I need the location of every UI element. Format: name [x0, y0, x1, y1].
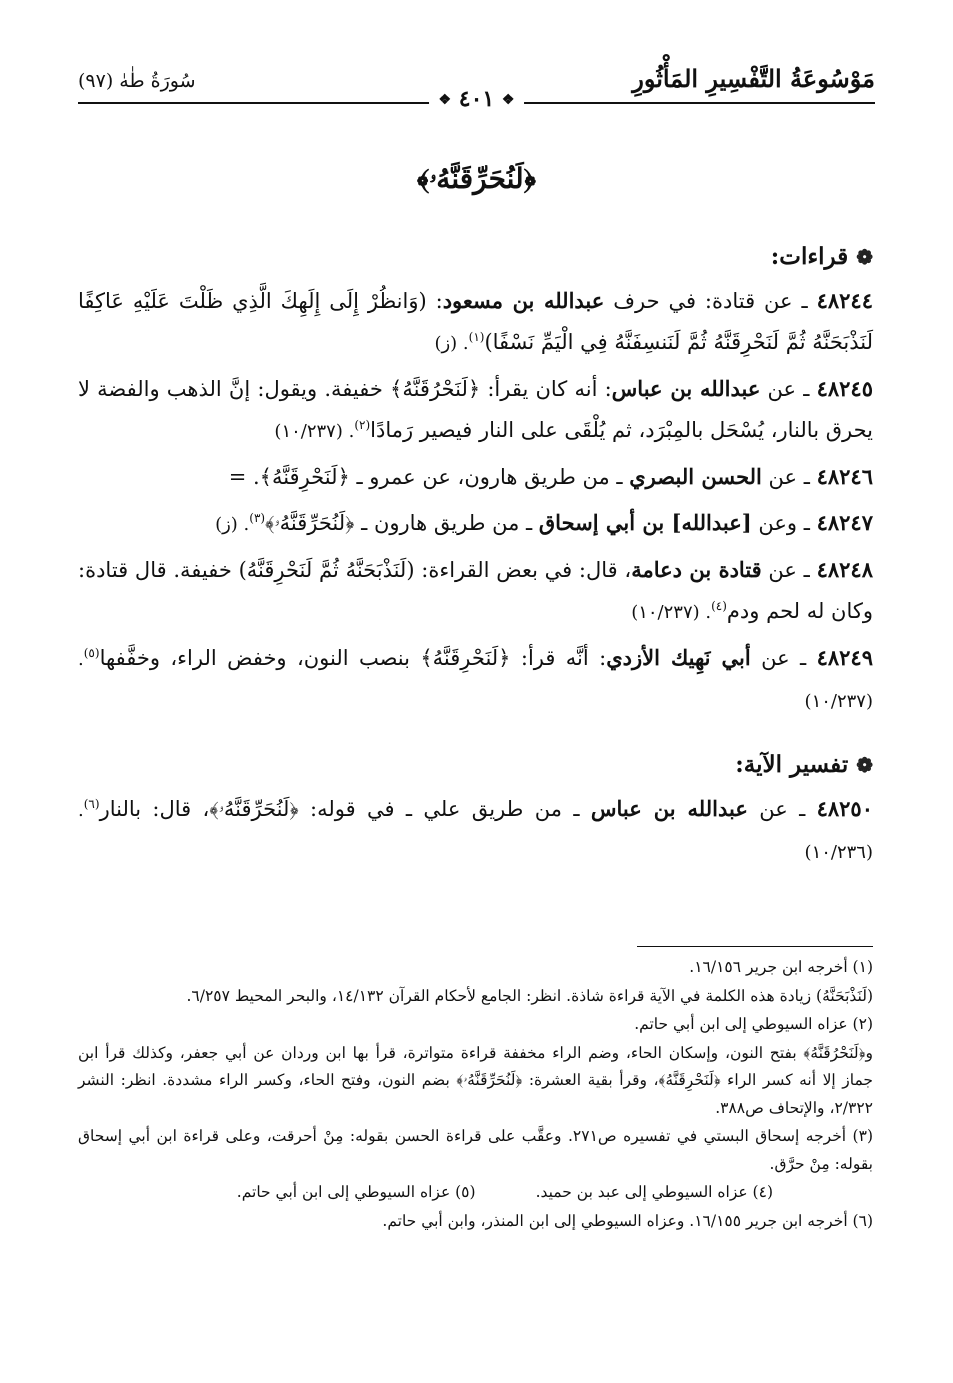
main-text — [78, 236, 873, 877]
footnote: (٥) عزاه السيوطي إلى ابن أبي حاتم. — [236, 1183, 476, 1201]
ornament-icon: ❖ — [501, 92, 515, 108]
footnote: (٢) عزاه السيوطي إلى ابن أبي حاتم. — [634, 1015, 873, 1033]
footnotes — [78, 954, 873, 1236]
volume-reference: . (١٠/٢٣٦) — [78, 800, 873, 863]
footnote-marker[interactable]: (٦) — [83, 797, 100, 811]
flower-ornament-icon: ❁ — [856, 753, 873, 777]
narration-entry — [78, 502, 873, 545]
narrator-name: أبي نَهِيك الأزدي — [606, 645, 751, 670]
footnote: (٦) أخرجه ابن جرير ١٦/١٥٥. وعزاه السيوطي إلى ابن المنذر، وابن أبي حاتم. — [382, 1211, 873, 1230]
entry-dash: ـ — [789, 646, 817, 670]
narration-entry — [78, 280, 873, 364]
surah-label: سُورَةُ طٰهٰ (٩٧) — [78, 70, 196, 92]
narration-entry — [78, 788, 873, 873]
header-rule-right — [500, 102, 875, 104]
header-rule-left — [78, 102, 453, 104]
entry-text: ـ من طريق هارون، عن عمرو ـ ﴿لَنَحْرِقَنَّهُ﴾. = — [228, 465, 630, 489]
entry-number: ٤٨٢٤٩ — [816, 645, 873, 670]
narrator-name: [عبدالله] بن أبي إسحاق — [538, 510, 752, 535]
running-header — [78, 62, 875, 112]
narrator-name: عبدالله بن عباس — [590, 796, 748, 821]
entry-prefix: عن — [750, 646, 790, 670]
entry-dash: ـ — [787, 797, 817, 821]
verse-title: ﴿لَنُحَرِّقَنَّهُۥ﴾ — [416, 162, 537, 195]
footnote-separator — [637, 946, 873, 947]
entry-number: ٤٨٢٤٦ — [816, 464, 873, 489]
entry-text: : أنَّه قرأ: ﴿لَنَحْرِقَنَّهُ﴾ بنصب النون، وخفض الراء، وخفَّفها — [99, 646, 607, 670]
footnote: (٤) عزاه السيوطي إلى عبد بن حميد. — [535, 1183, 773, 1201]
entry-number: ٤٨٢٤٤ — [816, 288, 873, 313]
flower-ornament-icon: ❁ — [856, 245, 873, 269]
entry-number: ٤٨٢٤٧ — [816, 510, 873, 535]
narration-entry — [78, 368, 873, 452]
footnote-marker[interactable]: (٢) — [354, 418, 371, 432]
narration-entry — [78, 456, 873, 498]
footnote: (لَنَذْبَحَنَّهُ) زيادة هذه الكلمة في الآية قراءة شاذة. انظر: الجامع لأحكام القرآن ١٤/١٣٢، والبحر المحيط ٦/٢٥٧. — [186, 986, 873, 1005]
footnote: (٣) أخرجه إسحاق البستي في تفسيره ص٢٧١. وعقَّب على قراءة الحسن بقوله: مِنْ أحرقت، وعلى قراءة ابن أبي إسحاق بقوله: مِنْ حرَّق. — [78, 1127, 873, 1173]
section-heading-label: قراءات: — [770, 243, 849, 270]
volume-reference: . (١٠/٢٣٧) — [631, 602, 712, 623]
volume-reference: . (١٠/٢٣٧) — [274, 421, 355, 442]
section-heading-label: تفسير الآية: — [735, 751, 849, 778]
entry-prefix: عن قتادة: في حرف — [604, 289, 793, 313]
narration-entry — [78, 549, 873, 633]
narrator-name: عبدالله بن مسعود — [442, 288, 605, 313]
volume-reference: . (ز) — [434, 333, 469, 354]
footnote-marker[interactable]: (٤) — [711, 599, 727, 613]
narrator-name: قتادة بن دعامة — [631, 557, 762, 582]
section-heading-qiraat — [78, 236, 873, 278]
entry-dash: ـ — [796, 558, 817, 582]
entry-dash: ـ — [796, 377, 817, 401]
entry-prefix: عن — [747, 797, 788, 821]
entry-text: ، قال: في بعض القراءة: (لَنَذْبَحَنَّهُ ثُمَّ لَنَحْرِقَنَّهُ) خفيفة. قال قتادة: وكان له لحم ودم — [78, 558, 873, 623]
entry-text: : (وَانظُرْ إِلَى إِلَهِكَ الَّذِي ظَلْتَ عَلَيْهِ عَاكِفًا لَنَذْبَحَنَّهُ ثُمَّ لَنَحْرِقَنَّهُ ثُمَّ لَنَنسِفَنَّهُ فِي الْيَمِّ نَسْفًا) — [78, 289, 873, 354]
footnote: (١) أخرجه ابن جرير ١٦/١٥٦. — [689, 958, 873, 976]
entry-dash: ـ — [797, 465, 817, 489]
entry-text: ـ من طريق هارون ـ ﴿لَنُحَرِّقَنَّهُۥ﴾ — [265, 511, 539, 535]
footnote-pair — [78, 1179, 873, 1207]
volume-reference: . (ز) — [215, 514, 250, 535]
entry-number: ٤٨٢٤٨ — [816, 557, 873, 582]
footnote-marker[interactable]: (٣) — [249, 511, 266, 525]
entry-number: ٤٨٢٥٠ — [816, 796, 873, 821]
page-number-value: ٤٠١ — [458, 86, 495, 112]
entry-text: ـ من طريق علي ـ في قوله: ﴿لَنُحَرِّقَنَّهُۥ﴾، قال: بالنار — [99, 797, 591, 821]
entry-prefix: عن — [760, 377, 797, 401]
entry-dash: ـ — [797, 511, 817, 535]
footnote-marker[interactable]: (١) — [468, 330, 485, 344]
narrator-name: عبدالله بن عباس — [611, 376, 761, 401]
footnote: و﴿لَنَحْرُقَنَّهُ﴾ بفتح النون، وإسكان الحاء، وضم الراء مخففة قراءة متواترة، قرأ بها ابن وردان عن أبي جعفر، وكذلك قرأ ابن جماز إلا أنه كسر الراء ﴿لَنَحْرِقَنَّهُ﴾، وقرأ بقية العشرة: ﴿لَنُحَرِّقَنَّهُۥ﴾ بضم النون، وفتح الحاء، وكسر الراء مشددة. انظر: النشر ٢/٣٢٢، والإتحاف ص٣٨٨. — [78, 1043, 873, 1117]
entry-text: : أنه كان يقرأ: ﴿لَنَحْرُقَنَّهُ﴾ خفيفة. ويقول: إنَّ الذهب والفضة لا يحرق بالنار، يُسْحَل بالمِبْرَد، ثم يُلْقَى على النار فيصير رَمادًا — [78, 377, 873, 442]
book-title: مَوْسُوعَةُ التَّفْسِيرِ المَأْثُورِ — [632, 64, 875, 93]
narration-entry — [78, 637, 873, 722]
entry-dash: ـ — [792, 289, 817, 313]
entry-prefix: عن — [761, 558, 797, 582]
entry-prefix: عن — [761, 465, 798, 489]
ornament-icon: ❖ — [438, 92, 452, 108]
footnote-marker[interactable]: (٥) — [83, 646, 100, 660]
page-number — [429, 86, 525, 112]
volume-reference: . (١٠/٢٣٧) — [78, 649, 873, 712]
entry-number: ٤٨٢٤٥ — [816, 376, 873, 401]
section-heading-tafsir — [78, 744, 873, 786]
entry-prefix: وعن — [751, 511, 798, 535]
narrator-name: الحسن البصري — [629, 464, 762, 489]
